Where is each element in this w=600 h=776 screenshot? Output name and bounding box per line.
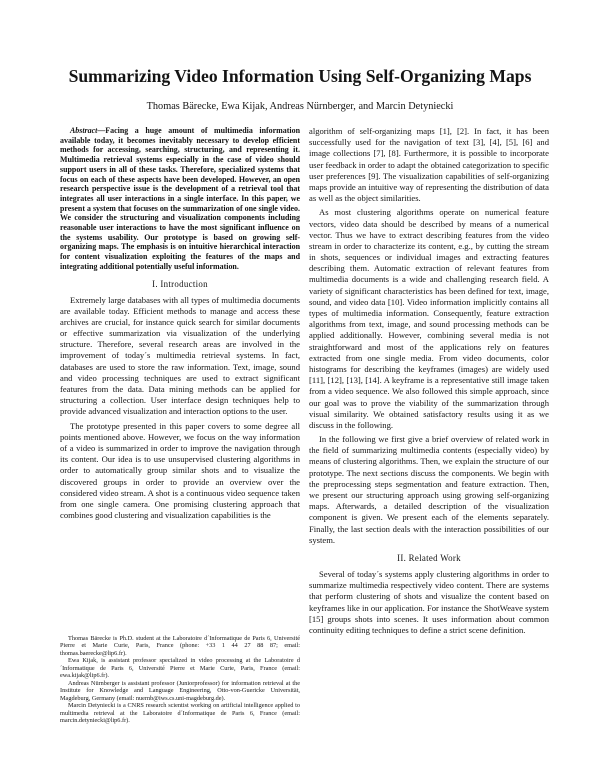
abstract xyxy=(60,126,300,272)
intro-paragraph-2: The prototype presented in this paper covers to some degree all points mentioned above. However, we focus on the way information of a video is summarized in order to improve the navigation through its content. Our idea is to use unsupervised clustering algorithms in order to automatically group similar shots and to visualize the discovered groups in order to provide an overview over the considered video stream. A shot is a continuous video sequence taken from one single camera. One promising clustering approach that combines good clustering and visualization capabilities is the xyxy=(60,420,300,521)
related-paragraph-1: Several of today´s systems apply clustering algorithms in order to summarize multimedia respectively video content. There are systems that perform clustering of shots and visualize the content based on keyframes like in our application. For instance the ShotWeave system [15] groups shots into scenes. It uses information about common continuity editing techniques to define a strict scene definition. xyxy=(309,568,549,635)
related-work-body xyxy=(309,569,549,636)
author-list: Thomas Bärecke, Ewa Kijak, Andreas Nürnberger, and Marcin Detyniecki xyxy=(146,101,454,112)
footnote-kijak: Ewa Kijak, is assistant professor specialized in video processing at the Laboratoire d´Informatique de Paris 6, Université Pierre et Marie Curie, Paris, France (email: ewa.kijak@lip6.fr). xyxy=(60,657,300,680)
footnote-detyniecki: Marcin Detyniecki is a CNRS research scientist working on artificial intelligence applied to multimedia retrieval at the Laboratoire d´Informatique de Paris 6, France (email: marcin.detyniecki@lip6.fr). xyxy=(60,702,300,724)
right-column xyxy=(309,126,549,636)
paper-title: Summarizing Video Information Using Self-Organizing Maps xyxy=(68,66,532,86)
intro-paragraph-3: algorithm of self-organizing maps [1], [2]. In fact, it has been successfully used for the navigation of text [3], [4], [5], [6] and image collections [7], [8]. Furthermore, it is possible to incorporate user feedback in order to adapt the obtained categorization to specific user preferences [9]. The visualization capabilities of self-organizing maps provide an intuitive way of representing the distribution of data as well as the object similarities. xyxy=(309,126,549,204)
abstract-text: Facing a huge amount of multimedia information available today, it becomes inevitably necessary to develop efficient methods for accessing, searching, structuring, and representing it. Multimedia retrieval systems especially in the case of video should support users in all of these tasks. Therefore, specialized systems that focus on each of these aspects have been developed. However, an open research perspective issue is the development of a retrieval tool that integrates all user interactions in a single interface. In this paper, we present a system that focuses on the summarization of one single video. We consider the structuring and visualization components including reasonable user interactions to have the most significant influence on the systems usability. Our prototype is based on growing self-organizing maps. The emphasis is on intuitive hierarchical interaction for content visualization exploiting the features of the maps and integrating additional potentially useful information. xyxy=(60,126,300,271)
abstract-label: Abstract xyxy=(70,126,98,135)
introduction-body xyxy=(60,295,300,522)
footnote-nurnberger: Andreas Nürnberger is assistant professor (Juniorprofessor) for information retrieval at the Institute for Knowledge and Language Engineering, Otto-von-Guericke Universität, Magdeburg, Germany (email: nuernb@iws.cs.uni-magdeburg.de). xyxy=(60,679,300,702)
section-heading-related-work: II. Related Work xyxy=(397,552,461,563)
author-footnotes xyxy=(60,635,300,724)
section-heading-introduction: I. Introduction xyxy=(152,278,208,289)
left-column xyxy=(60,126,300,521)
intro-paragraph-1: Extremely large databases with all types of multimedia documents are available today. Efficient methods to manage and access these archives are crucial, for instance quick search for similar documents or effective summarization via visualization of the underlying structure. Therefore, several research areas are involved in the improvement of today´s multimedia retrieval systems. In fact, databases are used to store the raw information. Text, image, sound and video processing techniques are used to extract significant features from the data. Data mining methods can be applied for structuring a collection. User interface design techniques help to provide advanced visualization and interaction options to the user. xyxy=(60,294,300,417)
intro-paragraph-5: In the following we first give a brief overview of related work in the field of summarizing multimedia contents (especially video) by means of clustering algorithms. Then, we explain the structure of our prototype. The next sections discuss the components. We begin with the preprocessing steps segmentation and feature extraction. Then, we present our structuring approach using growing self-organizing maps. Afterwards, a detailed description of the visualization component is given. We present each of the elements separately. Finally, the last section deals with the interaction possibilities of our system. xyxy=(309,434,549,545)
footnote-barecke: Thomas Bärecke is Ph.D. student at the Laboratoire d´Informatique de Paris 6, Université Pierre et Marie Curie, Paris, France (phone: +33 1 44 27 88 87; email: thomas.baerecke@lip6.fr). xyxy=(60,635,300,657)
introduction-continued xyxy=(309,126,549,546)
intro-paragraph-4: As most clustering algorithms operate on numerical feature vectors, video data should be described by means of a numerical vector. Thus we have to extract describing features from the video stream in order to characterize its content, e.g., by cutting the stream in shots, sequences or individual images and extracting features describing them. Automatic extraction of relevant features from multimedia documents is a wide and challenging research field. A variety of significant characteristics has been defined for text, image, sound, and video data [10]. Video information implicitly contains all types of multimedia information. Consequently, feature extraction algorithms from text, image, and sound processing methods can be applied additionally. However, combining several media is not straightforward and most of the applications rely on features extracted from one single media. From video documents, color histograms for describing the keyframes (images) are widely used [11], [12], [13], [14]. A keyframe is a representative still image taken from a video sequence. We also followed this simple approach, since our goal was to prove the viability of the summarization through visual similarity. We obtained satisfactory results using it as we discuss in the following. xyxy=(309,207,549,430)
abstract-dash: — xyxy=(97,126,106,135)
